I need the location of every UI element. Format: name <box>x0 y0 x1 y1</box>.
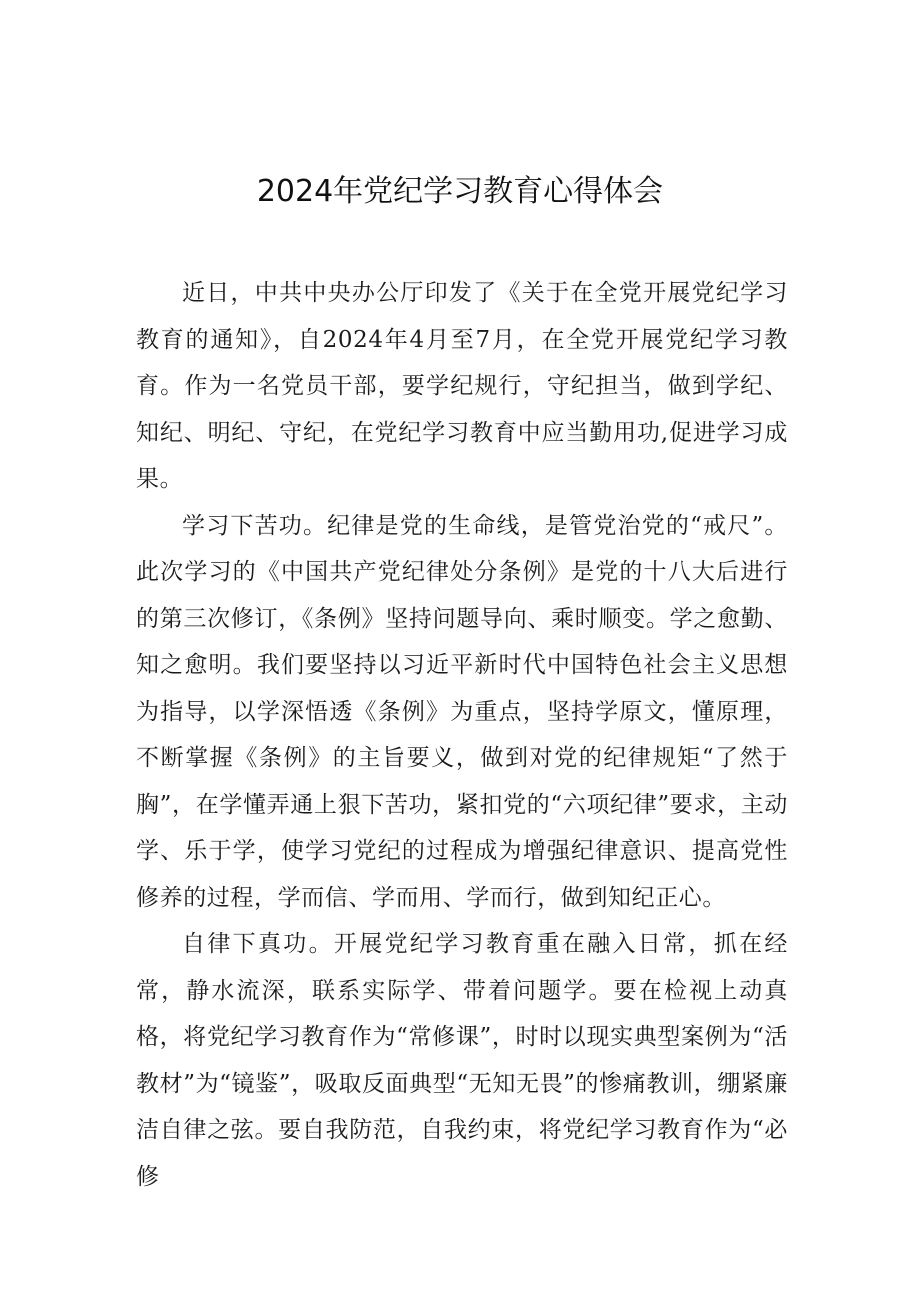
paragraph-self-discipline: 自律下真功。开展党纪学习教育重在融入日常，抓在经常，静水流深，联系实际学、带着问题学。要在检视上动真格，将党纪学习教育作为“常修课”，时时以现实典型案例为“活教材”为“镜鉴”，吸取反面典型“无知无畏”的惨痛教训，绷紧廉洁自律之弦。要自我防范，自我约束，将党纪学习教育作为“必修 <box>136 931 788 1190</box>
document-body <box>136 270 788 1200</box>
paragraph-intro: 近日，中共中央办公厅印发了《关于在全党开展党纪学习教育的通知》，自2024年4月至7月，在全党开展党纪学习教育。作为一名党员干部，要学纪规行，守纪担当，做到学纪、知纪、明纪、守纪，在党纪学习教育中应当勤用功,促进学习成果。 <box>136 280 788 492</box>
paragraph-study: 学习下苦功。纪律是党的生命线，是管党治党的“戒尺”。此次学习的《中国共产党纪律处分条例》是党的十八大后进行的第三次修订，《条例》坚持问题导向、乘时顺变。学之愈勤、知之愈明。我们要坚持以习近平新时代中国特色社会主义思想为指导，以学深悟透《条例》为重点，坚持学原文，懂原理，不断掌握《条例》的主旨要义，做到对党的纪律规矩“了然于胸”，在学懂弄通上狠下苦功，紧扣党的“六项纪律”要求，主动学、乐于学，使学习党纪的过程成为增强纪律意识、提高党性修养的过程，学而信、学而用、学而行，做到知纪正心。 <box>136 512 788 911</box>
document-title: 2024年党纪学习教育心得体会 <box>256 174 664 209</box>
